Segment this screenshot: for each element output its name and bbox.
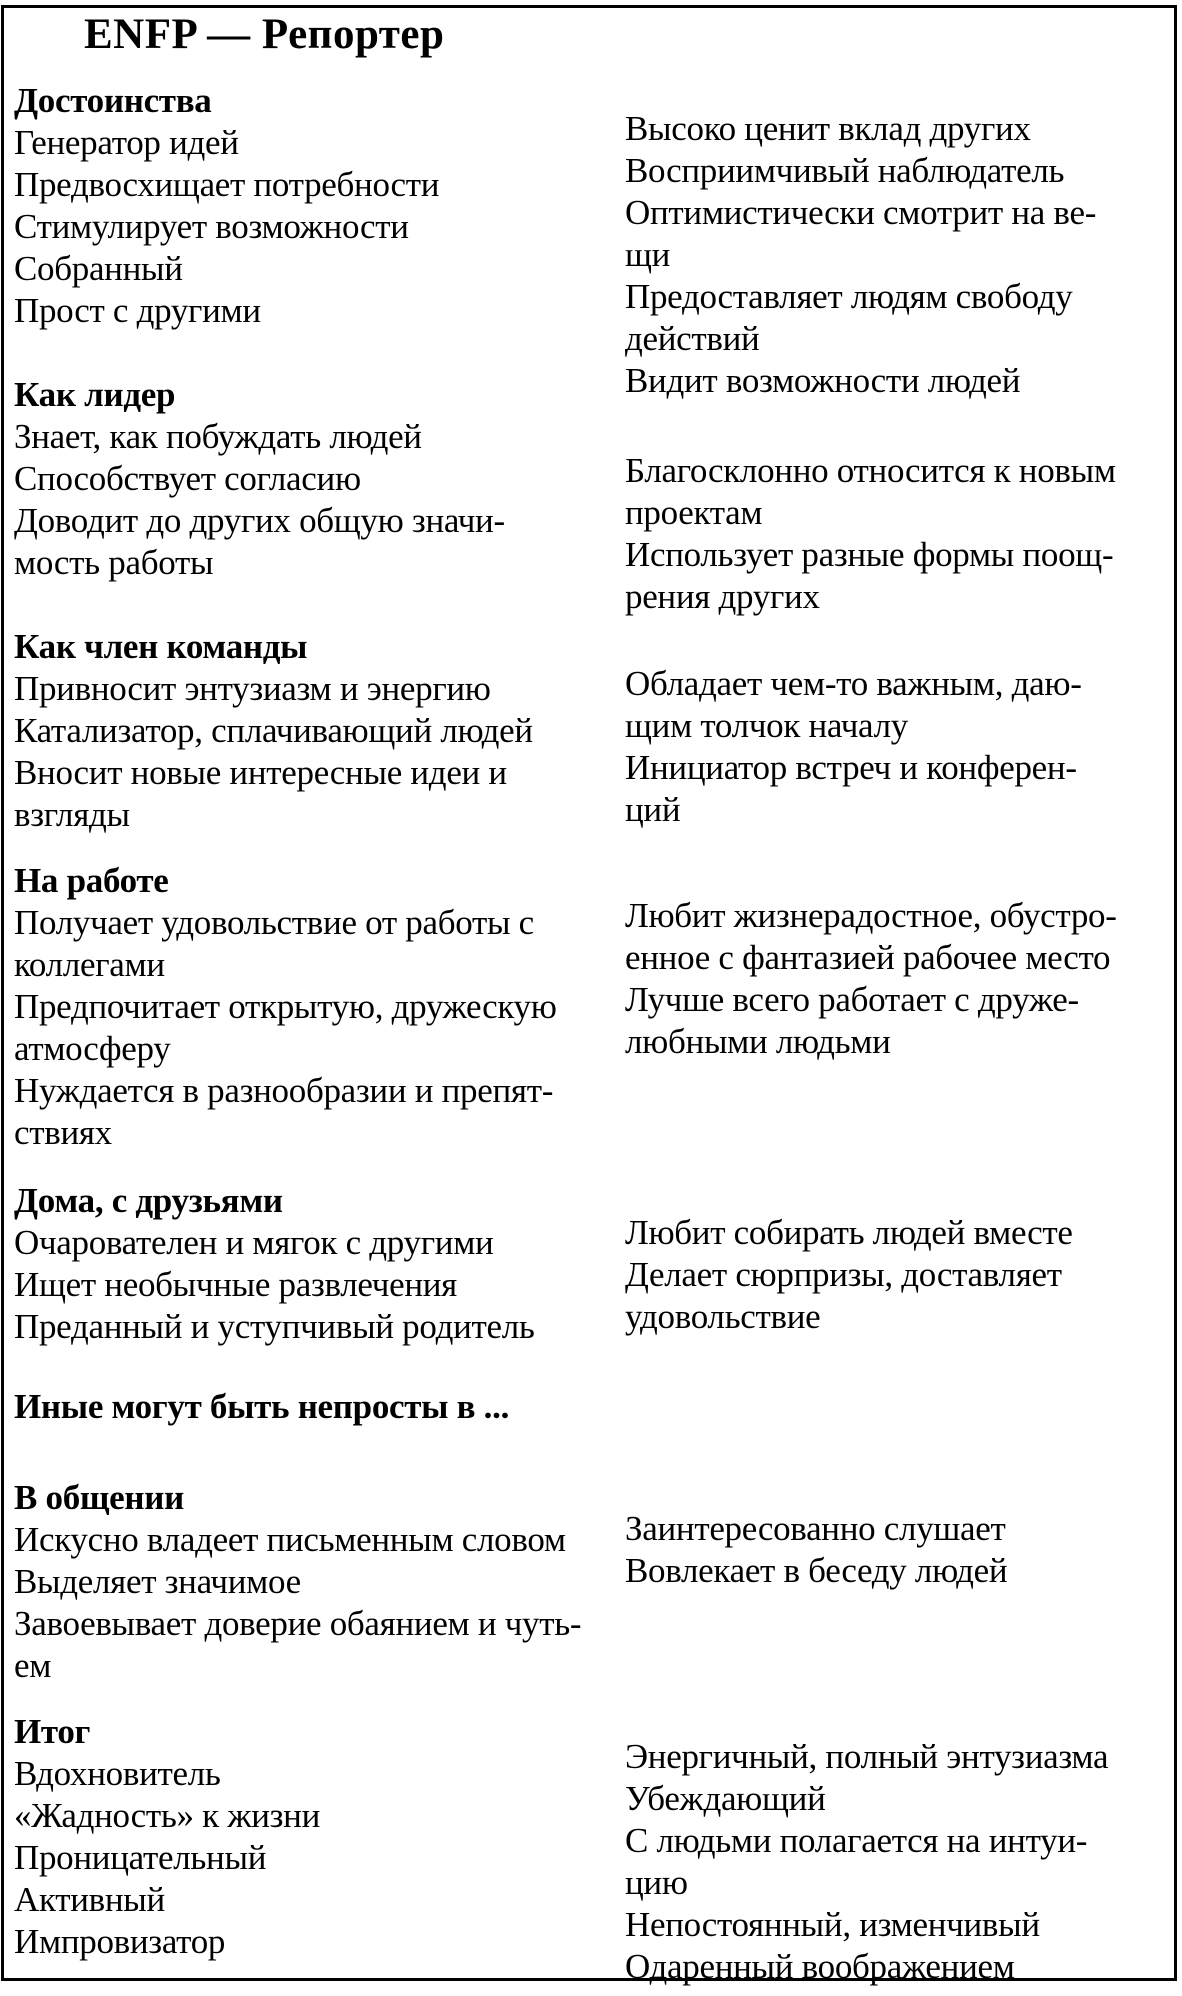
text-line: Импровизатор	[14, 1922, 226, 1961]
right-text-block	[625, 1736, 1170, 1988]
text-line: Вносит новые интересные идеи и	[14, 753, 507, 792]
text-line: Видит возможности людей	[625, 361, 1021, 400]
text-line: рения других	[625, 577, 820, 616]
right-text-block	[625, 895, 1170, 1063]
text-line: мость работы	[14, 543, 214, 582]
text-line: Прост с другими	[14, 291, 261, 330]
left-text-block	[14, 626, 533, 836]
text-line: Обладает чем-то важным, даю-	[625, 664, 1082, 703]
section-heading: Иные могут быть непросты в ...	[14, 1387, 510, 1426]
right-text-block	[625, 108, 1170, 402]
text-line: проектам	[625, 493, 763, 532]
text-line: Восприимчивый наблюдатель	[625, 151, 1065, 190]
text-line: Привносит энтузиазм и энергию	[14, 669, 491, 708]
text-line: Очарователен и мягок с другими	[14, 1223, 494, 1262]
page-title: ENFP — Репортер	[84, 11, 445, 58]
text-line: Непостоянный, изменчивый	[625, 1905, 1040, 1944]
text-line: любными людьми	[625, 1022, 891, 1061]
left-text-block	[14, 1386, 510, 1428]
text-line: Высоко ценит вклад других	[625, 109, 1031, 148]
text-line: енное с фантазией рабочее место	[625, 938, 1111, 977]
left-text-block	[14, 1180, 535, 1348]
text-line: Благосклонно относится к новым	[625, 451, 1116, 490]
text-line: «Жадность» к жизни	[14, 1796, 321, 1835]
text-line: Любит жизнерадостное, обустро-	[625, 896, 1117, 935]
left-text-block	[14, 374, 505, 584]
text-line: Активный	[14, 1880, 165, 1919]
right-text-block	[625, 1508, 1170, 1592]
text-line: Выделяет значимое	[14, 1562, 301, 1601]
right-text-block	[625, 1212, 1170, 1338]
text-line: Собранный	[14, 249, 183, 288]
text-line: Нуждается в разнообразии и препят-	[14, 1071, 554, 1110]
text-line: Завоевывает доверие обаянием и чуть-	[14, 1604, 582, 1643]
text-line: Искусно владеет письменным словом	[14, 1520, 566, 1559]
section-heading: Достоинства	[14, 81, 212, 120]
text-line: цию	[625, 1863, 688, 1902]
text-line: Знает, как побуждать людей	[14, 417, 422, 456]
text-line: Способствует согласию	[14, 459, 361, 498]
text-line: Предпочитает открытую, дружескую	[14, 987, 557, 1026]
text-line: Энергичный, полный энтузиазма	[625, 1737, 1109, 1776]
text-line: ций	[625, 790, 681, 829]
text-line: щи	[625, 235, 671, 274]
text-line: ем	[14, 1646, 52, 1685]
text-line: Инициатор встреч и конферен-	[625, 748, 1077, 787]
section-heading: Итог	[14, 1712, 91, 1751]
text-line: действий	[625, 319, 760, 358]
text-line: Доводит до других общую значи-	[14, 501, 505, 540]
section-heading: Дома, с друзьями	[14, 1181, 283, 1220]
text-line: Одаренный воображением	[625, 1947, 1015, 1986]
text-line: ствиях	[14, 1113, 112, 1152]
text-line: коллегами	[14, 945, 165, 984]
text-line: Генератор идей	[14, 123, 239, 162]
text-line: Делает сюрпризы, доставляет	[625, 1255, 1062, 1294]
left-text-block	[14, 1711, 494, 1963]
text-line: атмосферу	[14, 1029, 171, 1068]
left-text-block	[14, 80, 494, 332]
text-line: Использует разные формы поощ-	[625, 535, 1114, 574]
text-line: Преданный и уступчивый родитель	[14, 1307, 535, 1346]
right-text-block	[625, 663, 1170, 831]
text-line: Предвосхищает потребности	[14, 165, 440, 204]
text-line: Убеждающий	[625, 1779, 826, 1818]
section-heading: В общении	[14, 1478, 184, 1517]
text-line: Любит собирать людей вместе	[625, 1213, 1073, 1252]
section-heading: Как лидер	[14, 375, 176, 414]
text-line: Оптимистически смотрит на ве-	[625, 193, 1097, 232]
section-heading: Как член команды	[14, 627, 308, 666]
text-line: Лучше всего работает с друже-	[625, 980, 1079, 1019]
text-line: удовольствие	[625, 1297, 821, 1336]
right-text-block	[625, 450, 1170, 618]
text-line: Стимулирует возможности	[14, 207, 409, 246]
text-line: Получает удовольствие от работы с	[14, 903, 534, 942]
text-line: Ищет необычные развлечения	[14, 1265, 457, 1304]
text-line: Вдохновитель	[14, 1754, 221, 1793]
left-text-block	[14, 1477, 582, 1687]
text-line: Катализатор, сплачивающий людей	[14, 711, 533, 750]
text-line: С людьми полагается на интуи-	[625, 1821, 1088, 1860]
text-line: Заинтересованно слушает	[625, 1509, 1006, 1548]
text-line: взгляды	[14, 795, 130, 834]
text-line: Проницательный	[14, 1838, 267, 1877]
text-line: Вовлекает в беседу людей	[625, 1551, 1008, 1590]
left-text-block	[14, 860, 557, 1154]
text-line: Предоставляет людям свободу	[625, 277, 1073, 316]
text-line: щим толчок началу	[625, 706, 908, 745]
section-heading: На работе	[14, 861, 169, 900]
